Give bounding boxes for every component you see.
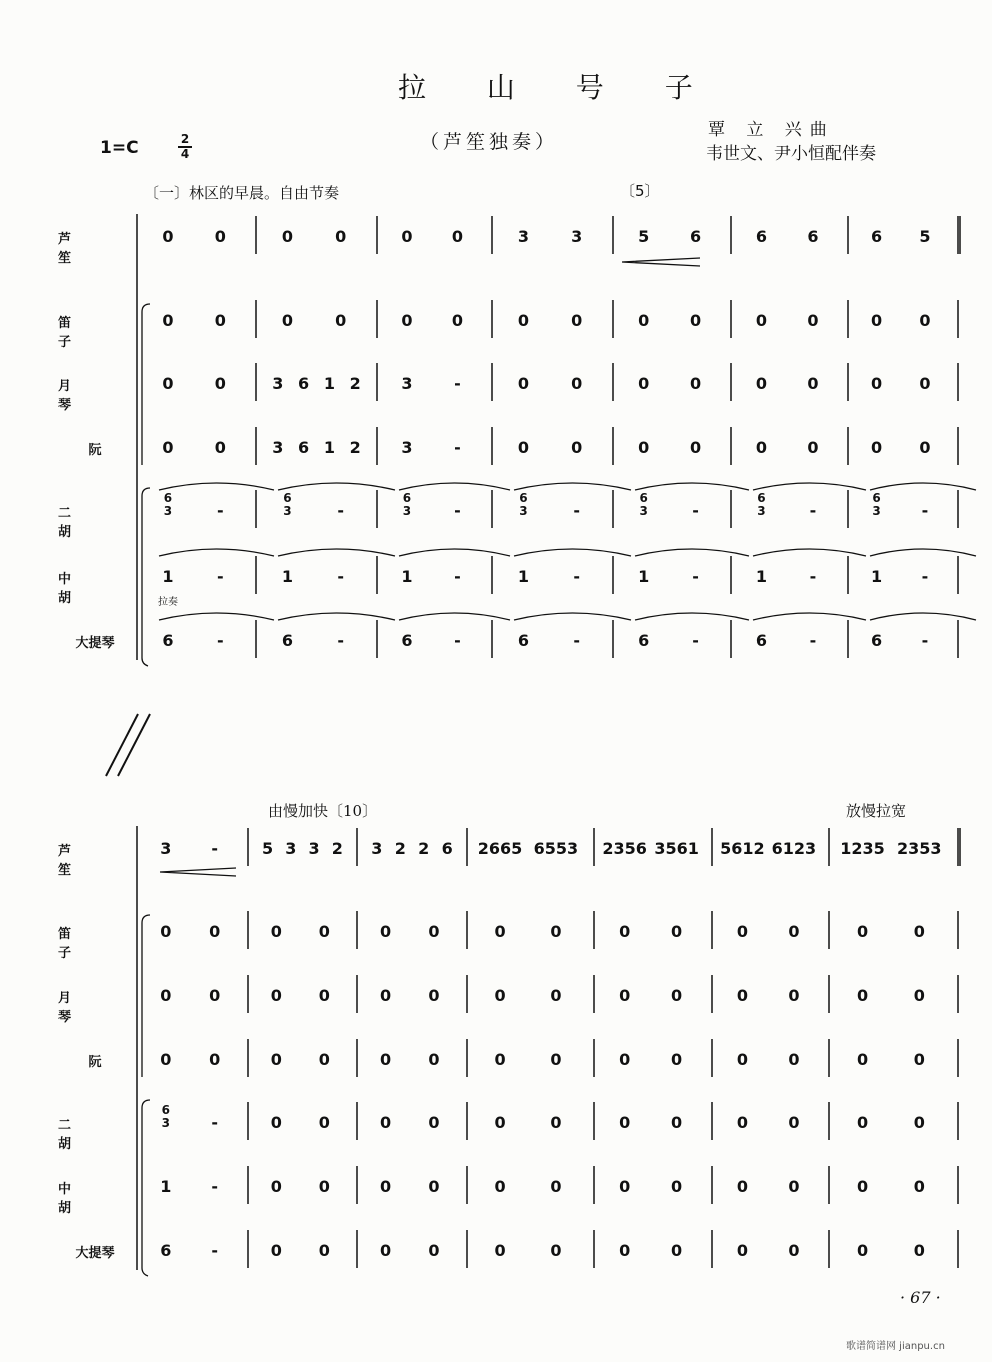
system1-instrument-label	[58, 228, 132, 266]
note: 1	[871, 567, 883, 586]
note: 6	[871, 227, 883, 246]
note: 2	[349, 374, 361, 393]
tie-slur	[753, 613, 866, 620]
tie-slur	[278, 483, 395, 490]
note: 6	[755, 631, 767, 650]
note-rest: 0	[913, 986, 925, 1005]
note-rest: 0	[428, 1241, 440, 1260]
note: 6	[517, 631, 530, 650]
note-rest: 0	[638, 438, 650, 457]
note-rest: 0	[318, 1113, 330, 1132]
note-rest: 0	[270, 1113, 282, 1132]
note: 5	[262, 839, 274, 858]
note-rest: 0	[494, 1050, 506, 1069]
note-sustain: -	[337, 631, 345, 650]
instrument-name: 笛 子	[58, 927, 110, 961]
note: 1	[755, 567, 767, 586]
note-rest: 0	[788, 986, 800, 1005]
note-rest: 0	[160, 1050, 172, 1069]
note: 2356	[602, 839, 647, 858]
note: 3	[571, 227, 583, 246]
note-rest: 0	[318, 1050, 330, 1069]
note-sustain: -	[692, 567, 699, 586]
note: 1	[638, 567, 650, 586]
note-sustain: -	[454, 567, 461, 586]
note-rest: 0	[318, 1177, 330, 1196]
note-rest: 0	[428, 1177, 440, 1196]
note-rest: 0	[380, 1241, 392, 1260]
note-rest: 0	[619, 1177, 631, 1196]
note: 2	[331, 839, 343, 858]
note-sustain: -	[809, 567, 817, 586]
composer-credit: 覃 立 兴曲	[708, 120, 835, 140]
tie-slur	[278, 549, 395, 556]
note: 1	[517, 567, 530, 586]
note: 2353	[897, 839, 942, 858]
tie-slur	[514, 613, 631, 620]
note: 6	[871, 631, 883, 650]
note: 5612	[720, 839, 765, 858]
score-subtitle: （芦笙独奏）	[420, 131, 559, 153]
note: 6	[807, 227, 819, 246]
note-rest: 0	[807, 311, 819, 330]
section-heading: 〔一〕林区的早晨。自由节奏	[144, 184, 340, 202]
note-sustain: -	[337, 567, 345, 586]
note: 6	[298, 374, 310, 393]
note-rest: 0	[736, 1241, 748, 1260]
note-rest: 0	[638, 311, 650, 330]
instrument-name: 阮	[88, 443, 102, 458]
system2-bracket-plucked	[142, 915, 150, 1077]
bowing-marking: 拉奏	[158, 597, 178, 608]
note-chord: 6 3	[402, 491, 412, 518]
note: 2	[394, 839, 406, 858]
note: 3	[160, 839, 172, 858]
tie-slur	[159, 613, 274, 620]
note-rest: 0	[214, 438, 226, 457]
note: 2	[349, 438, 361, 457]
note-rest: 0	[671, 1113, 683, 1132]
system2-instrument-label	[58, 987, 132, 1025]
note-rest: 0	[736, 1050, 748, 1069]
note-rest: 0	[162, 438, 174, 457]
system2-bracket-bowed	[142, 1100, 150, 1276]
tie-slur	[635, 483, 749, 490]
note-rest: 0	[380, 1113, 392, 1132]
note: 6553	[533, 839, 579, 858]
note-rest: 0	[318, 986, 330, 1005]
note-rest: 0	[690, 311, 702, 330]
note-rest: 0	[451, 227, 464, 246]
instrument-name: 二 胡	[58, 506, 110, 540]
instrument-name: 月 琴	[58, 991, 110, 1025]
note: 1	[281, 567, 294, 586]
system1-bracket-plucked	[142, 304, 150, 465]
note-rest: 0	[638, 374, 650, 393]
time-signature-denominator: 4	[178, 146, 192, 161]
note-rest: 0	[214, 311, 226, 330]
instrument-name: 芦 笙	[58, 844, 110, 878]
note-rest: 0	[919, 374, 931, 393]
note-rest: 0	[451, 311, 464, 330]
note-rest: 0	[380, 922, 392, 941]
instrument-name: 笛 子	[58, 316, 110, 350]
instrument-name: 阮	[88, 1055, 102, 1070]
note-rest: 0	[209, 986, 221, 1005]
note-rest: 0	[380, 1050, 392, 1069]
note-chord: 6 3	[519, 491, 528, 518]
note-sustain: -	[921, 567, 929, 586]
note-rest: 0	[401, 311, 413, 330]
instrument-name: 中 胡	[58, 572, 110, 606]
note-sustain: -	[692, 501, 699, 520]
note-rest: 0	[517, 438, 530, 457]
note: 6	[162, 631, 174, 650]
note-sustain: -	[211, 1113, 219, 1132]
note-sustain: -	[454, 374, 461, 393]
note-rest: 0	[550, 1113, 562, 1132]
note-rest: 0	[209, 1050, 221, 1069]
note-rest: 0	[428, 986, 440, 1005]
note-rest: 0	[380, 986, 392, 1005]
note-sustain: -	[692, 631, 699, 650]
note-rest: 0	[856, 1241, 869, 1260]
note-rest: 0	[571, 438, 583, 457]
note-rest: 0	[428, 922, 440, 941]
note-rest: 0	[162, 227, 174, 246]
time-signature-numerator: 2	[180, 132, 190, 146]
note-rest: 0	[807, 374, 819, 393]
note-rest: 0	[856, 1113, 869, 1132]
note-rest: 0	[788, 1241, 800, 1260]
note-rest: 0	[871, 374, 883, 393]
note: 2665	[477, 839, 523, 858]
key-signature: 1=C	[100, 138, 139, 158]
note-sustain: -	[573, 501, 581, 520]
note-rest: 0	[318, 1241, 330, 1260]
crescendo-hairpin-2	[160, 868, 236, 876]
note: 1235	[840, 839, 885, 858]
note-rest: 0	[550, 1241, 562, 1260]
note-sustain: -	[211, 839, 219, 858]
note: 3	[371, 839, 383, 858]
note-rest: 0	[755, 374, 767, 393]
system2-instrument-label	[58, 840, 132, 878]
note-rest: 0	[270, 1241, 282, 1260]
note-rest: 0	[913, 1050, 925, 1069]
tempo-marking-ritardando: 放慢拉宽	[846, 802, 907, 820]
instrument-name: 大提琴	[75, 636, 115, 651]
note-rest: 0	[913, 922, 925, 941]
crescendo-hairpin	[622, 258, 700, 266]
note-rest: 0	[807, 438, 819, 457]
note-rest: 0	[671, 1050, 683, 1069]
note-sustain: -	[454, 501, 461, 520]
note-rest: 0	[162, 311, 174, 330]
note-sustain: -	[573, 567, 581, 586]
instrument-name: 月 琴	[58, 379, 110, 413]
note-rest: 0	[494, 922, 506, 941]
note: 3	[272, 374, 284, 393]
note-rest: 0	[788, 922, 800, 941]
note-rest: 0	[162, 374, 174, 393]
note: 6	[281, 631, 294, 650]
tie-slur	[159, 549, 274, 556]
tie-slur	[753, 483, 866, 490]
note-rest: 0	[671, 986, 683, 1005]
note-rest: 0	[550, 922, 562, 941]
note-rest: 0	[671, 1241, 683, 1260]
note: 6	[690, 227, 702, 246]
note-rest: 0	[318, 922, 330, 941]
note-rest: 0	[335, 227, 347, 246]
note-chord: 6 3	[872, 491, 881, 518]
system1-instrument-label	[58, 312, 132, 350]
system2-instrument-label	[58, 923, 132, 961]
tie-slur	[159, 483, 274, 490]
system1-bracket-bowed	[142, 488, 150, 666]
note-sustain: -	[216, 631, 224, 650]
note: 6	[441, 839, 453, 858]
note-rest: 0	[517, 311, 530, 330]
tie-slur	[635, 613, 749, 620]
instrument-name: 中 胡	[58, 1182, 110, 1216]
note: 6	[160, 1241, 172, 1260]
note-chord: 6 3	[639, 491, 648, 518]
score-title: 拉 山 号 子	[398, 71, 719, 104]
note: 3	[401, 438, 413, 457]
note-rest: 0	[571, 311, 583, 330]
note: 1	[323, 438, 335, 457]
note-rest: 0	[671, 1177, 683, 1196]
tie-slur	[870, 613, 976, 620]
rehearsal-mark-5: 〔5〕	[620, 182, 660, 200]
note-rest: 0	[517, 374, 530, 393]
note-rest: 0	[871, 311, 883, 330]
note-rest: 0	[736, 922, 748, 941]
note: 1	[160, 1177, 172, 1196]
note: 2	[418, 839, 430, 858]
system2-instrument-label	[58, 1242, 132, 1261]
note-rest: 0	[856, 1050, 869, 1069]
tempo-marking-accelerando: 由慢加快〔10〕	[268, 802, 378, 820]
system1-instrument-label	[58, 502, 132, 540]
note-rest: 0	[494, 1113, 506, 1132]
system2-instrument-label	[58, 1114, 132, 1152]
note-rest: 0	[550, 986, 562, 1005]
note-rest: 0	[270, 1177, 282, 1196]
note-rest: 0	[214, 374, 226, 393]
note: 6	[755, 227, 767, 246]
instrument-name: 二 胡	[58, 1118, 110, 1152]
note-rest: 0	[913, 1241, 925, 1260]
system2-instrument-label	[58, 1178, 132, 1216]
note-rest: 0	[428, 1113, 440, 1132]
note: 6	[401, 631, 413, 650]
note-sustain: -	[921, 631, 929, 650]
note: 3561	[654, 839, 699, 858]
note: 6123	[771, 839, 817, 858]
note-rest: 0	[788, 1050, 800, 1069]
note-rest: 0	[214, 227, 226, 246]
note-rest: 0	[494, 1241, 506, 1260]
note-rest: 0	[281, 311, 294, 330]
note-rest: 0	[736, 986, 748, 1005]
note-rest: 0	[270, 922, 282, 941]
note-rest: 0	[919, 438, 931, 457]
note-sustain: -	[216, 567, 224, 586]
note-rest: 0	[571, 374, 583, 393]
note-sustain: -	[337, 501, 345, 520]
note-rest: 0	[913, 1177, 925, 1196]
note-rest: 0	[871, 438, 883, 457]
note-sustain: -	[454, 438, 461, 457]
note: 1	[401, 567, 413, 586]
note-rest: 0	[281, 227, 294, 246]
note-sustain: -	[809, 631, 817, 650]
tie-slur	[753, 549, 866, 556]
note: 5	[919, 227, 931, 246]
system1-instrument-label	[58, 568, 132, 606]
note-rest: 0	[401, 227, 413, 246]
note-rest: 0	[619, 1241, 631, 1260]
note-rest: 0	[736, 1113, 748, 1132]
note-sustain: -	[809, 501, 817, 520]
instrument-name: 大提琴	[75, 1246, 115, 1261]
note-rest: 0	[494, 1177, 506, 1196]
note-rest: 0	[335, 311, 347, 330]
note-rest: 0	[788, 1177, 800, 1196]
note-rest: 0	[380, 1177, 392, 1196]
note-sustain: -	[211, 1177, 219, 1196]
note-rest: 0	[788, 1113, 800, 1132]
note-rest: 0	[919, 311, 931, 330]
note: 3	[401, 374, 413, 393]
tie-slur	[514, 549, 631, 556]
tie-slur	[278, 613, 395, 620]
note-chord: 6 3	[163, 491, 173, 518]
note-rest: 0	[690, 438, 702, 457]
note: 3	[517, 227, 530, 246]
tie-slur	[870, 483, 976, 490]
note: 3	[272, 438, 284, 457]
note: 6	[298, 438, 310, 457]
note-rest: 0	[856, 986, 869, 1005]
note-rest: 0	[160, 922, 172, 941]
system1-instrument-label	[58, 632, 132, 651]
system1-instrument-label	[58, 375, 132, 413]
note-rest: 0	[619, 1050, 631, 1069]
note: 1	[162, 567, 174, 586]
tie-slur	[399, 549, 510, 556]
note-rest: 0	[755, 438, 767, 457]
system1-instrument-label	[58, 439, 132, 458]
note-sustain: -	[454, 631, 461, 650]
note-chord: 6 3	[757, 491, 766, 518]
arranger-credit: 韦世文、尹小恒配伴奏	[706, 144, 876, 164]
note-rest: 0	[690, 374, 702, 393]
tie-slur	[399, 483, 510, 490]
watermark-text: 歌谱简谱网 jianpu.cn	[846, 1341, 945, 1352]
note-rest: 0	[428, 1050, 440, 1069]
note: 5	[638, 227, 650, 246]
note: 3	[308, 839, 320, 858]
tie-slur	[870, 549, 976, 556]
note-rest: 0	[270, 986, 282, 1005]
note-rest: 0	[619, 986, 631, 1005]
note-rest: 0	[755, 311, 767, 330]
note: 3	[285, 839, 297, 858]
note-sustain: -	[921, 501, 929, 520]
note-chord: 6 3	[161, 1103, 171, 1130]
note-rest: 0	[550, 1177, 562, 1196]
page-number: · 67 ·	[900, 1288, 941, 1307]
note-rest: 0	[619, 922, 631, 941]
note-sustain: -	[216, 501, 224, 520]
tie-slur	[399, 613, 510, 620]
note-rest: 0	[856, 922, 869, 941]
tie-slur	[635, 549, 749, 556]
system2-instrument-label	[58, 1051, 132, 1070]
note-chord: 6 3	[283, 491, 292, 518]
instrument-name: 芦 笙	[58, 232, 110, 266]
note: 6	[638, 631, 650, 650]
tie-slur	[514, 483, 631, 490]
note-rest: 0	[160, 986, 172, 1005]
note-rest: 0	[209, 922, 221, 941]
note-rest: 0	[494, 986, 506, 1005]
note-sustain: -	[573, 631, 581, 650]
note-rest: 0	[550, 1050, 562, 1069]
note-rest: 0	[856, 1177, 869, 1196]
note-rest: 0	[270, 1050, 282, 1069]
note-rest: 0	[913, 1113, 925, 1132]
note-sustain: -	[211, 1241, 219, 1260]
note: 1	[323, 374, 335, 393]
note-rest: 0	[671, 922, 683, 941]
note-rest: 0	[736, 1177, 748, 1196]
note-rest: 0	[619, 1113, 631, 1132]
